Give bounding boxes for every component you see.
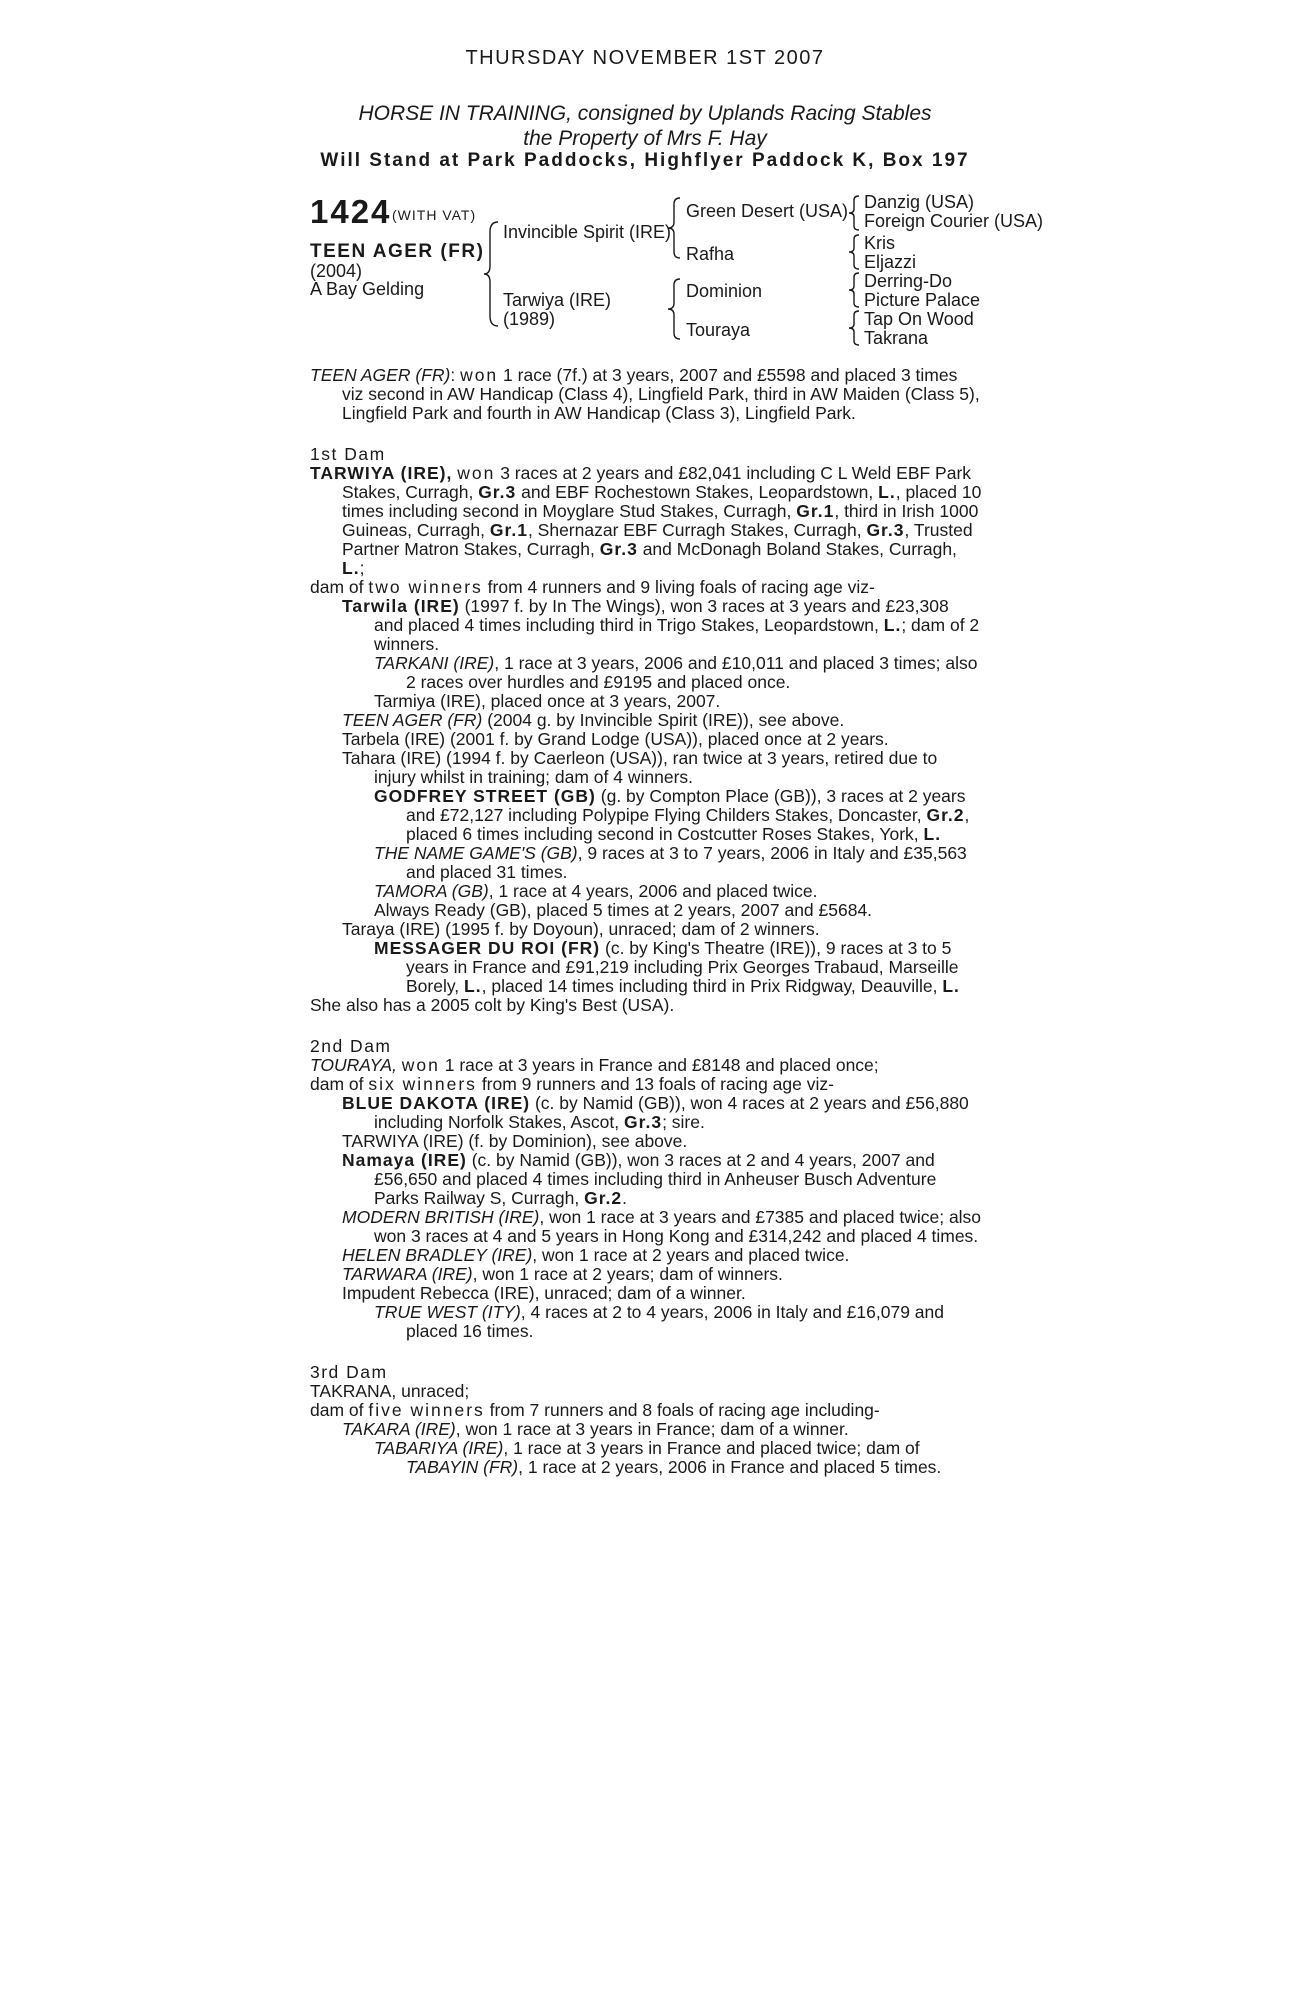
lot-vat: (WITH VAT) [392,207,477,223]
horse-description: A Bay Gelding [310,279,425,299]
grandsire-2a: Kris [864,233,895,253]
sire-brace [666,196,684,260]
sire-name: Invincible Spirit (IRE) [503,222,672,242]
third-dam-heading: 3rd Dam [310,1362,388,1382]
lot-number: 1424 [310,193,392,230]
sire-dam: Rafha [686,244,735,264]
produce-helen-bradley: HELEN BRADLEY (IRE), won 1 race at 2 years and placed twice. [342,1245,850,1265]
first-dam-produce-summary: dam of two winners from 4 runners and 9 living foals of racing age viz- [310,577,875,597]
colt-note: She also has a 2005 colt by King's Best (USA). [310,995,675,1015]
pedigree-brace [482,220,502,328]
second-dam-heading: 2nd Dam [310,1036,392,1056]
produce-the-name-game: THE NAME GAME'S (GB), 9 races at 3 to 7 years, 2006 in Italy and £35,563 and placed 31 times. [374,843,967,882]
second-dam-produce-summary: dam of six winners from 9 runners and 13 foals of racing age viz- [310,1074,834,1094]
produce-tahara: Tahara (IRE) (1994 f. by Caerleon (USA)), ran twice at 3 years, retired due to injury whilst in training; dam of 4 winners. [342,748,938,787]
produce-tarbela: Tarbela (IRE) (2001 f. by Grand Lodge (USA)), placed once at 2 years. [342,729,889,749]
first-dam-heading: 1st Dam [310,444,386,464]
produce-tamora: TAMORA (GB), 1 race at 4 years, 2006 and placed twice. [374,881,818,901]
gs3-brace [846,271,862,309]
dam-dam: Touraya [686,320,751,340]
property-line: the Property of Mrs F. Hay [523,127,767,150]
stand-location: Will Stand at Park Paddocks, Highflyer Paddock K, Box 197 [320,150,970,171]
produce-true-west: TRUE WEST (ITY), 4 races at 2 to 4 years, 2006 in Italy and £16,079 and placed 16 times. [374,1302,945,1341]
dam-brace [666,277,684,341]
catalogue-body [310,366,982,1477]
dam-sire: Dominion [686,281,763,301]
grandsire-4b: Takrana [864,328,929,348]
produce-blue-dakota: BLUE DAKOTA (IRE) (c. by Namid (GB)), won 4 races at 2 years and £56,880 including Norfolk Stakes, Ascot, Gr.3; sire. [342,1093,969,1132]
sale-date: THURSDAY NOVEMBER 1ST 2007 [465,47,825,69]
grandsire-2b: Eljazzi [864,252,917,272]
produce-tarwila: Tarwila (IRE) (1997 f. by In The Wings), won 3 races at 3 years and £23,308 and placed 4 times including third in Trigo Stakes, Leopardstown, L.; dam of 2 winners. [342,596,980,654]
grandsire-3a: Derring-Do [864,271,953,291]
horse-form-paragraph: TEEN AGER (FR): won 1 race (7f.) at 3 years, 2007 and £5598 and placed 3 times viz second in AW Handicap (Class 4), Lingfield Park, third in AW Maiden (Class 5), Lingfield Park and fourth in AW Handicap (Class 3), Lingfield Park. [310,365,980,423]
dam-name: Tarwiya (IRE) [503,290,612,310]
produce-teen-ager: TEEN AGER (FR) (2004 g. by Invincible Spirit (IRE)), see above. [342,710,845,730]
produce-always-ready: Always Ready (GB), placed 5 times at 2 years, 2007 and £5684. [374,900,873,920]
produce-messager-du-roi: MESSAGER DU ROI (FR) (c. by King's Theatre (IRE)), 9 races at 3 to 5 years in France and £91,219 including Prix Georges Trabaud, Marseille Borely, L., placed 14 times including third in Prix Ridgway, Deauville, L. [374,938,960,996]
produce-tarwiya: TARWIYA (IRE) (f. by Dominion), see above. [342,1131,688,1151]
grandsire-3b: Picture Palace [864,290,981,310]
third-dam-record: TAKRANA, unraced; [310,1381,470,1401]
produce-takara: TAKARA (IRE), won 1 race at 3 years in France; dam of a winner. [342,1419,849,1439]
first-dam-record: TARWIYA (IRE), won 3 races at 2 years and £82,041 including C L Weld EBF Park Stakes, Curragh, Gr.3 and EBF Rochestown Stakes, Leopardstown, L., placed 10 times including second in Moyglare Stud Stakes, Curragh, Gr.1, third in Irish 1000 Guineas, Curragh, Gr.1, Shernazar EBF Curragh Stakes, Curragh, Gr.3, Trusted Partner Matron Stakes, Curragh, Gr.3 and McDonagh Boland Stakes, Curragh, L.; [310,463,982,578]
dam-year: (1989) [503,309,556,329]
produce-tarkani: TARKANI (IRE), 1 race at 3 years, 2006 and £10,011 and placed 3 times; also 2 races over hurdles and £9195 and placed once. [374,653,978,692]
third-dam-produce-summary: dam of five winners from 7 runners and 8 foals of racing age including- [310,1400,880,1420]
grandsire-1b: Foreign Courier (USA) [864,211,1044,231]
produce-namaya: Namaya (IRE) (c. by Namid (GB)), won 3 races at 2 and 4 years, 2007 and £56,650 and placed 4 times including third in Anheuser Busch Adventure Parks Railway S, Curragh, Gr.2. [342,1150,937,1208]
grandsire-4a: Tap On Wood [864,309,974,329]
second-dam-record: TOURAYA, won 1 race at 3 years in France and £8148 and placed once; [310,1055,879,1075]
horse-year: (2004) [310,261,363,281]
horse-name: TEEN AGER (FR) [310,241,485,262]
consignment-line: HORSE IN TRAINING, consigned by Uplands Racing Stables [358,102,932,125]
produce-tabariya: TABARIYA (IRE), 1 race at 3 years in France and placed twice; dam of TABAYIN (FR), 1 race at 2 years, 2006 in France and placed 5 times. [374,1438,942,1477]
produce-godfrey-street: GODFREY STREET (GB) (g. by Compton Place (GB)), 3 races at 2 years and £72,127 including Polypipe Flying Childers Stakes, Doncaster, Gr.2, placed 6 times including second in Costcutter Roses Stakes, York, L. [374,786,970,844]
gs2-brace [846,233,862,271]
produce-tarmiya: Tarmiya (IRE), placed once at 3 years, 2007. [374,691,721,711]
gs4-brace [846,309,862,347]
produce-modern-british: MODERN BRITISH (IRE), won 1 race at 3 years and £7385 and placed twice; also won 3 races at 4 and 5 years in Hong Kong and £314,242 and placed 4 times. [342,1207,982,1246]
produce-tarwara: TARWARA (IRE), won 1 race at 2 years; dam of winners. [342,1264,783,1284]
produce-impudent-rebecca: Impudent Rebecca (IRE), unraced; dam of a winner. [342,1283,746,1303]
grandsire-1a: Danzig (USA) [864,192,975,212]
gs1-brace [846,194,862,232]
sire-sire: Green Desert (USA) [686,201,849,221]
produce-taraya: Taraya (IRE) (1995 f. by Doyoun), unraced; dam of 2 winners. [342,919,820,939]
